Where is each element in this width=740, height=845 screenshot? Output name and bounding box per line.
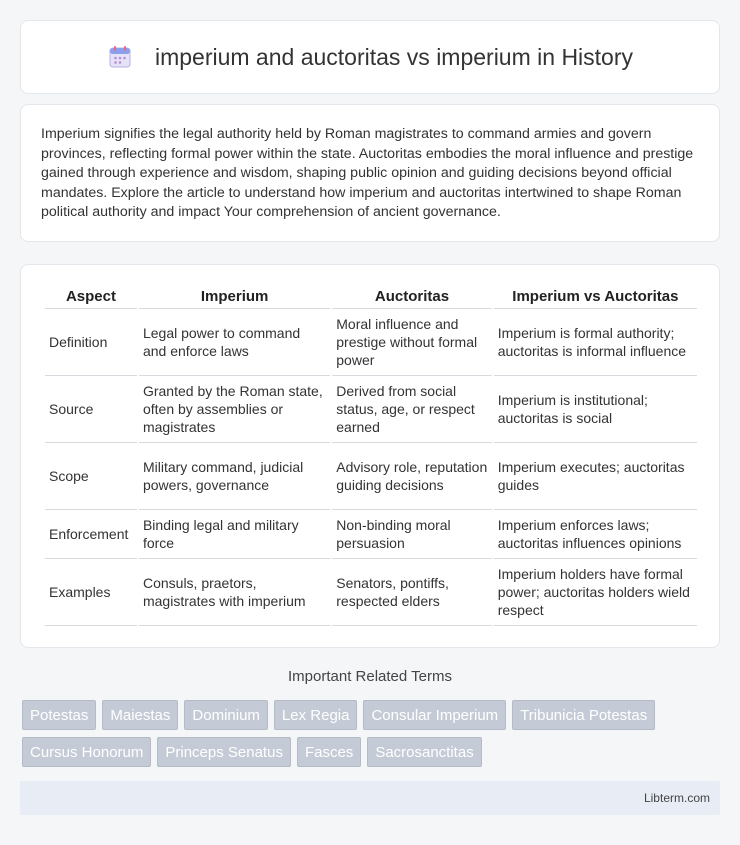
related-term-tag[interactable]: Consular Imperium (363, 700, 506, 730)
related-term-tag[interactable]: Sacrosanctitas (367, 737, 481, 767)
table-cell: Examples (45, 559, 137, 626)
table-cell: Imperium holders have formal power; auctoritas holders wield respect (494, 559, 697, 626)
related-term-tag[interactable]: Princeps Senatus (157, 737, 291, 767)
header-card (20, 20, 720, 94)
column-header: Auctoritas (332, 281, 491, 309)
table-cell: Binding legal and military force (139, 510, 330, 559)
related-term-tag[interactable]: Dominium (184, 700, 268, 730)
table-cell: Senators, pontiffs, respected elders (332, 559, 491, 626)
table-cell: Imperium executes; auctoritas guides (494, 443, 697, 510)
calendar-icon (107, 44, 133, 70)
column-header: Imperium (139, 281, 330, 309)
table-cell: Non-binding moral persuasion (332, 510, 491, 559)
intro-card (20, 104, 720, 242)
table-cell: Military command, judicial powers, governance (139, 443, 330, 510)
table-cell: Moral influence and prestige without formal power (332, 309, 491, 376)
table-row (45, 559, 697, 626)
table-row (45, 443, 697, 510)
related-term-tag[interactable]: Tribunicia Potestas (512, 700, 655, 730)
table-cell: Imperium enforces laws; auctoritas influences opinions (494, 510, 697, 559)
footer (20, 781, 720, 815)
table-cell: Imperium is institutional; auctoritas is social (494, 376, 697, 443)
column-header: Aspect (45, 281, 137, 309)
table-cell: Consuls, praetors, magistrates with imperium (139, 559, 330, 626)
column-header: Imperium vs Auctoritas (494, 281, 697, 309)
related-term-tag[interactable]: Cursus Honorum (22, 737, 151, 767)
table-cell: Enforcement (45, 510, 137, 559)
table-header-row (45, 281, 697, 309)
table-row (45, 510, 697, 559)
table-row (45, 376, 697, 443)
comparison-table (43, 281, 699, 626)
related-terms-title: Important Related Terms (288, 668, 452, 685)
table-row (45, 309, 697, 376)
related-term-tag[interactable]: Lex Regia (274, 700, 358, 730)
related-term-tag[interactable]: Maiestas (102, 700, 178, 730)
table-cell: Derived from social status, age, or respect earned (332, 376, 491, 443)
footer-brand-link[interactable]: Libterm.com (643, 791, 710, 805)
table-cell: Legal power to command and enforce laws (139, 309, 330, 376)
table-cell: Advisory role, reputation guiding decisions (332, 443, 491, 510)
related-terms-list (22, 700, 722, 767)
table-cell: Scope (45, 443, 137, 510)
page-title: imperium and auctoritas vs imperium in History (154, 43, 634, 70)
related-term-tag[interactable]: Potestas (22, 700, 96, 730)
table-cell: Granted by the Roman state, often by assemblies or magistrates (139, 376, 330, 443)
intro-text: Imperium signifies the legal authority held by Roman magistrates to command armies and govern provinces, reflecting formal power within the state. Auctoritas embodies the moral influence and prestige gained through experience and wisdom, shaping public opinion and guiding decisions beyond official mandates. Explore the article to understand how imperium and auctoritas intertwined to shape Roman political authority and impact Your comprehension of ancient governance. (41, 126, 694, 221)
comparison-table-card (20, 264, 720, 648)
table-cell: Imperium is formal authority; auctoritas is informal influence (494, 309, 697, 376)
table-cell: Source (45, 376, 137, 443)
related-term-tag[interactable]: Fasces (297, 737, 361, 767)
table-cell: Definition (45, 309, 137, 376)
